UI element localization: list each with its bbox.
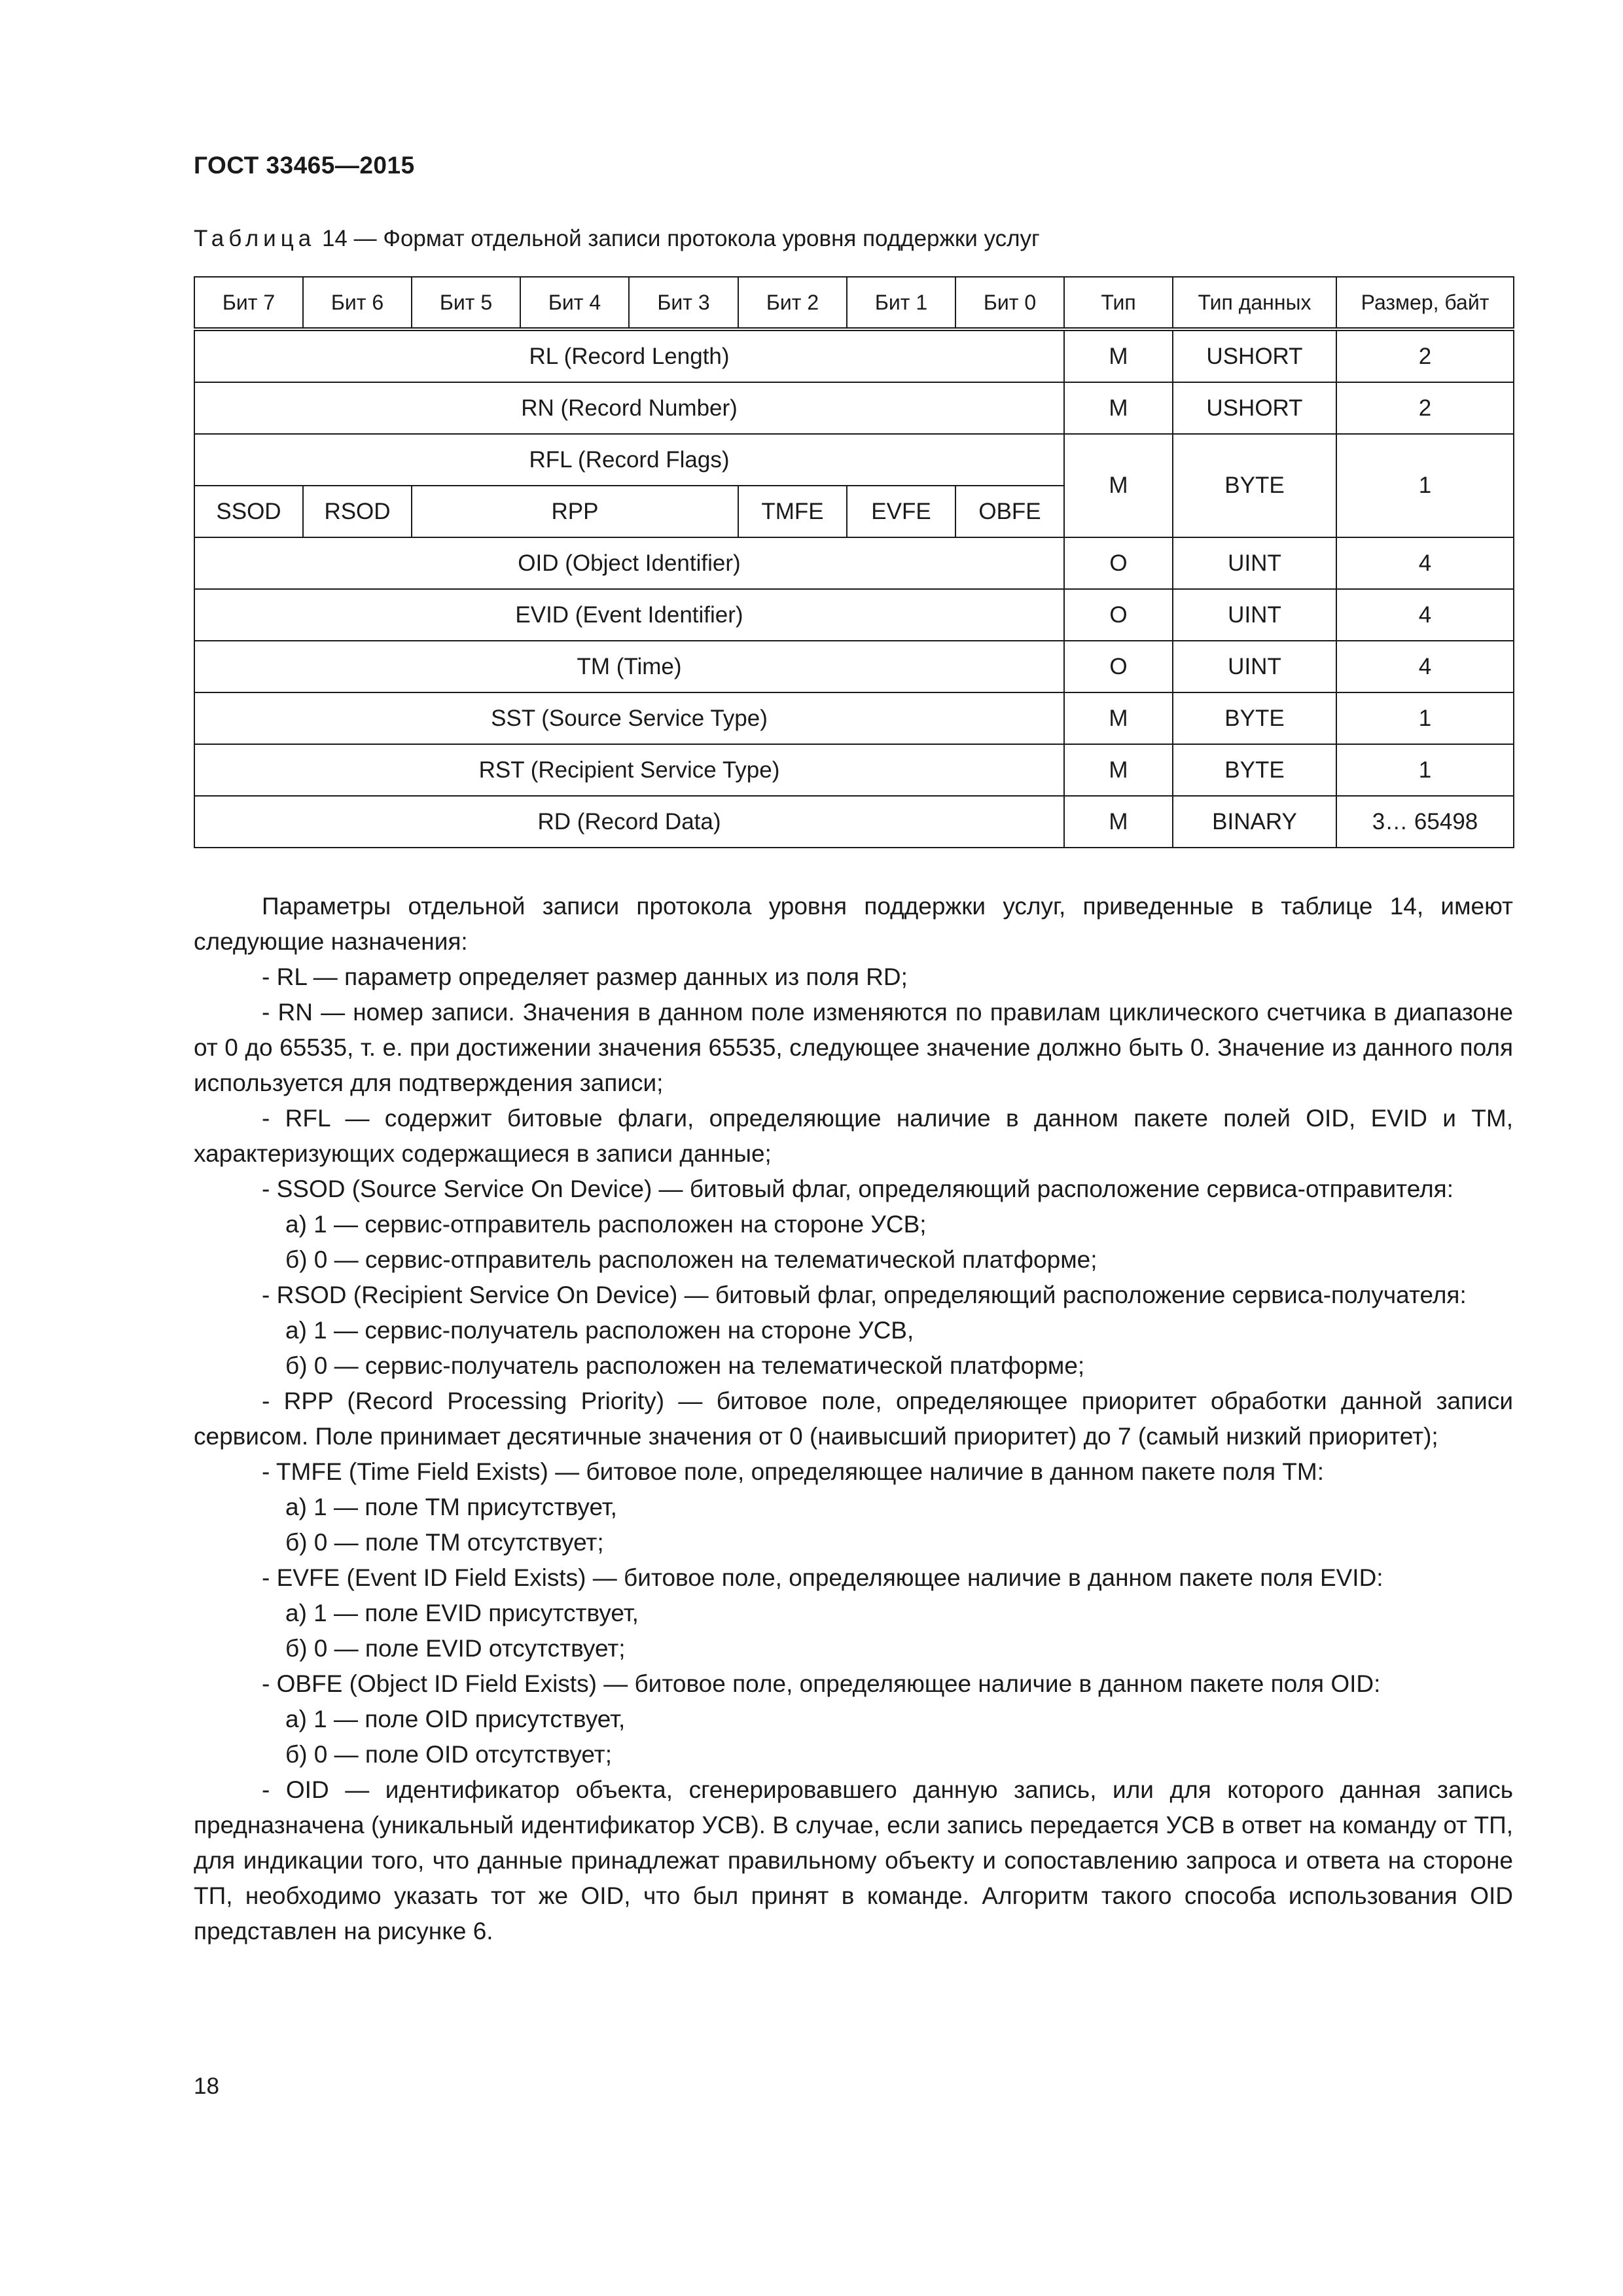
item-ssod: - SSOD (Source Service On Device) — битовый флаг, определяющий расположение сервиса-отправителя: (262, 1175, 1454, 1202)
subitem-rsod-1: а) 1 — сервис-получатель расположен на стороне УСВ, (285, 1317, 914, 1344)
size-cell: 4 (1336, 537, 1514, 589)
col-header-bit1: Бит 1 (847, 277, 955, 329)
col-header-bit2: Бит 2 (738, 277, 847, 329)
col-header-type: Тип (1064, 277, 1173, 329)
table-caption-text: 14 — Формат отдельной записи протокола уровня поддержки услуг (321, 226, 1040, 251)
flag-cell-rsod: RSOD (303, 486, 412, 537)
table-row-rd (194, 796, 1514, 848)
table-row-rl (194, 329, 1514, 382)
subitem-tmfe-1: а) 1 — поле TM присутствует, (285, 1494, 617, 1520)
size-cell: 3… 65498 (1336, 796, 1514, 848)
table-header-row (194, 277, 1514, 329)
flag-cell-obfe: OBFE (955, 486, 1064, 537)
table-row-tm (194, 641, 1514, 692)
field-cell: RN (Record Number) (194, 382, 1064, 434)
size-cell: 1 (1336, 744, 1514, 796)
flag-cell-ssod: SSOD (194, 486, 303, 537)
subitem-ssod-1: а) 1 — сервис-отправитель расположен на стороне УСВ; (285, 1211, 927, 1238)
data-type-cell: UINT (1173, 537, 1336, 589)
col-header-bit6: Бит 6 (303, 277, 412, 329)
data-type-cell: BYTE (1173, 434, 1336, 537)
type-cell: M (1064, 382, 1173, 434)
subitem-obfe-1: а) 1 — поле OID присутствует, (285, 1706, 626, 1732)
document-header: ГОСТ 33465—2015 (194, 152, 415, 179)
field-cell: TM (Time) (194, 641, 1064, 692)
data-type-cell: UINT (1173, 641, 1336, 692)
data-type-cell: BYTE (1173, 744, 1336, 796)
item-rpp: - RPP (Record Processing Priority) — битовое поле, определяющее приоритет обработки данной записи сервисом. Поле принимает десятичные значения от 0 (наивысший приоритет) до 7 (самый низкий приоритет); (194, 1388, 1513, 1450)
body-text (194, 889, 1513, 1949)
type-cell: O (1064, 589, 1173, 641)
type-cell: O (1064, 641, 1173, 692)
item-rn: - RN — номер записи. Значения в данном поле изменяются по правилам циклического счетчика в диапазоне от 0 до 65535, т. е. при достижении значения 65535, следующее значение должно быть 0. Значение из данного поля используется для подтверждения записи; (194, 999, 1513, 1096)
col-header-data-type: Тип данных (1173, 277, 1336, 329)
data-type-cell: BINARY (1173, 796, 1336, 848)
flag-cell-evfe: EVFE (847, 486, 955, 537)
subitem-tmfe-0: б) 0 — поле TM отсутствует; (285, 1529, 604, 1556)
item-tmfe: - TMFE (Time Field Exists) — битовое поле, определяющее наличие в данном пакете поля TM: (262, 1458, 1324, 1485)
data-type-cell: BYTE (1173, 692, 1336, 744)
field-cell: RFL (Record Flags) (194, 434, 1064, 486)
type-cell: M (1064, 692, 1173, 744)
field-cell: RD (Record Data) (194, 796, 1064, 848)
table-row-rst (194, 744, 1514, 796)
field-cell: OID (Object Identifier) (194, 537, 1064, 589)
type-cell: M (1064, 434, 1173, 537)
size-cell: 4 (1336, 589, 1514, 641)
table-row-oid (194, 537, 1514, 589)
field-cell: EVID (Event Identifier) (194, 589, 1064, 641)
subitem-rsod-0: б) 0 — сервис-получатель расположен на телематической платформе; (285, 1352, 1085, 1379)
field-cell: SST (Source Service Type) (194, 692, 1064, 744)
item-oid: - OID — идентификатор объекта, сгенерировавшего данную запись, или для которого данная запись предназначена (уникальный идентификатор УСВ). В случае, если запись передается УСВ в ответ на команду от ТП, для индикации того, что данные принадлежат правильному объекту и сопоставлению запроса и ответа на стороне ТП, необходимо указать тот же OID, что был принят в команде. Алгоритм такого способа использования OID представлен на рисунке 6. (194, 1776, 1513, 1945)
record-format-table (194, 276, 1514, 848)
type-cell: M (1064, 796, 1173, 848)
data-type-cell: USHORT (1173, 329, 1336, 382)
col-header-bit5: Бит 5 (412, 277, 520, 329)
item-evfe: - EVFE (Event ID Field Exists) — битовое поле, определяющее наличие в данном пакете поля EVID: (262, 1564, 1383, 1591)
table-caption-label: Таблица (194, 226, 316, 251)
field-cell: RL (Record Length) (194, 329, 1064, 382)
subitem-obfe-0: б) 0 — поле OID отсутствует; (285, 1741, 613, 1768)
table-caption (194, 226, 1040, 252)
table-row-rn (194, 382, 1514, 434)
type-cell: O (1064, 537, 1173, 589)
size-cell: 4 (1336, 641, 1514, 692)
data-type-cell: USHORT (1173, 382, 1336, 434)
table-row-rfl (194, 434, 1514, 486)
type-cell: M (1064, 329, 1173, 382)
data-type-cell: UINT (1173, 589, 1336, 641)
item-rl: - RL — параметр определяет размер данных из поля RD; (262, 963, 908, 990)
table-row-evid (194, 589, 1514, 641)
item-obfe: - OBFE (Object ID Field Exists) — битовое поле, определяющее наличие в данном пакете поля OID: (262, 1670, 1381, 1697)
item-rfl: - RFL — содержит битовые флаги, определяющие наличие в данном пакете полей OID, EVID и TM, характеризующих содержащиеся в записи данные; (194, 1105, 1513, 1167)
page-number: 18 (194, 2073, 219, 2099)
size-cell: 1 (1336, 434, 1514, 537)
type-cell: M (1064, 744, 1173, 796)
col-header-bit4: Бит 4 (520, 277, 629, 329)
size-cell: 1 (1336, 692, 1514, 744)
subitem-evfe-0: б) 0 — поле EVID отсутствует; (285, 1635, 626, 1662)
col-header-bit3: Бит 3 (629, 277, 738, 329)
subitem-ssod-0: б) 0 — сервис-отправитель расположен на телематической платформе; (285, 1246, 1097, 1273)
col-header-size: Размер, байт (1336, 277, 1514, 329)
flag-cell-tmfe: TMFE (738, 486, 847, 537)
col-header-bit0: Бит 0 (955, 277, 1064, 329)
intro-paragraph: Параметры отдельной записи протокола уровня поддержки услуг, приведенные в таблице 14, имеют следующие назначения: (194, 893, 1513, 955)
subitem-evfe-1: а) 1 — поле EVID присутствует, (285, 1600, 639, 1626)
size-cell: 2 (1336, 382, 1514, 434)
col-header-bit7: Бит 7 (194, 277, 303, 329)
flag-cell-rpp: RPP (412, 486, 738, 537)
field-cell: RST (Recipient Service Type) (194, 744, 1064, 796)
size-cell: 2 (1336, 329, 1514, 382)
table-row-sst (194, 692, 1514, 744)
item-rsod: - RSOD (Recipient Service On Device) — битовый флаг, определяющий расположение сервиса-получателя: (262, 1282, 1467, 1308)
